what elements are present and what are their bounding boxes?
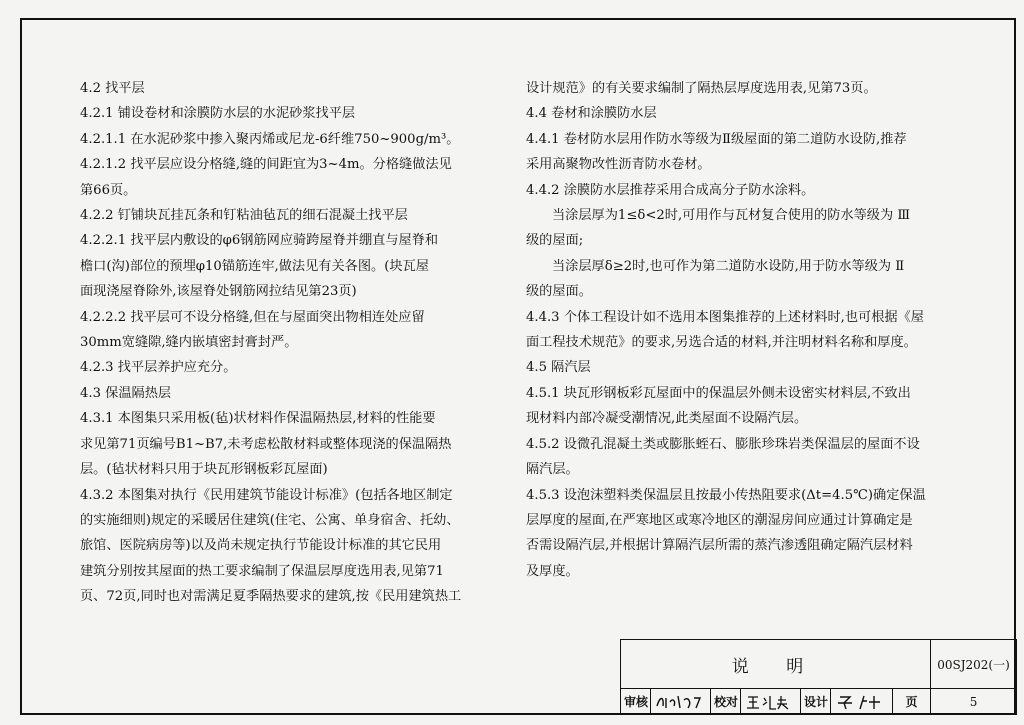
text-line: 建筑分别按其屋面的热工要求编制了保温层厚度选用表,见第71 [80, 563, 444, 579]
text-line: 的实施细则)规定的采暖居住建筑(住宅、公寓、单身宿舍、托幼、 [80, 512, 460, 528]
design-signature [831, 689, 893, 715]
text-line: 4.3 保温隔热层 [80, 385, 172, 401]
text-line: 4.4.1 卷材防水层用作防水等级为Ⅱ级屋面的第二道防水设防,推荐 [526, 131, 907, 147]
title-block [620, 639, 1017, 715]
review-signature [651, 689, 711, 715]
text-line: 级的屋面。 [526, 284, 592, 300]
text-line: 4.5.1 块瓦形钢板彩瓦屋面中的保温层外侧未设密实材料层,不致出 [526, 385, 911, 401]
text-line: 当涂层厚为1≤δ<2时,可用作与瓦材复合使用的防水等级为 Ⅲ [552, 208, 911, 224]
text-line: 旅馆、医院病房等)以及尚未规定执行节能设计标准的其它民用 [80, 538, 442, 554]
text-line: 4.2.2.1 找平层内敷设的φ6钢筋网应骑跨屋脊并绷直与屋脊和 [80, 233, 439, 249]
check-label: 校对 [711, 689, 741, 715]
text-line: 当涂层厚δ≥2时,也可作为第二道防水设防,用于防水等级为 Ⅱ [552, 258, 905, 274]
text-line: 4.4.2 涂膜防水层推荐采用合成高分子防水涂料。 [526, 182, 815, 198]
text-line: 层厚度的屋面,在严寒地区或寒冷地区的潮湿房间应通过计算确定是 [526, 512, 913, 528]
text-line: 4.2.2 钉铺块瓦挂瓦条和钉粘油毡瓦的细石混凝土找平层 [80, 208, 408, 224]
text-line: 设计规范》的有关要求编制了隔热层厚度选用表,见第73页。 [526, 81, 877, 96]
right-text-column [526, 76, 956, 584]
text-line: 现材料内部冷凝受潮情况,此类屋面不设隔汽层。 [526, 411, 808, 427]
text-line: 檐口(沟)部位的预埋φ10锚筋连牢,做法见有关各图。(块瓦屋 [80, 258, 429, 274]
text-line: 4.2.1.1 在水泥砂浆中掺入聚丙烯或尼龙-6纤维750~900g/m³。 [80, 131, 460, 147]
text-line: 4.5.3 设泡沫塑料类保温层且按最小传热阻要求(Δt=4.5℃)确定保温 [526, 487, 926, 503]
text-line: 4.5 隔汽层 [526, 360, 591, 376]
sheet-title: 说 明 [621, 640, 931, 689]
text-line: 4.2.1 铺设卷材和涂膜防水层的水泥砂浆找平层 [80, 106, 356, 122]
page-label: 页 [893, 689, 931, 715]
text-line: 隔汽层。 [526, 462, 579, 478]
text-line: 层。(毡状材料只用于块瓦形钢板彩瓦屋面) [80, 462, 328, 478]
text-line: 4.2.3 找平层养护应充分。 [80, 360, 237, 376]
text-line: 30mm宽缝隙,缝内嵌填密封膏封严。 [80, 335, 298, 351]
text-line: 面工程技术规范》的要求,另选合适的材料,并注明材料名称和厚度。 [526, 335, 917, 351]
check-signature [741, 689, 801, 715]
text-line: 页、72页,同时也对需满足夏季隔热要求的建筑,按《民用建筑热工 [80, 589, 462, 605]
atlas-code: 00SJ202(一) [931, 640, 1017, 689]
text-line: 面现浇屋脊除外,该屋脊处钢筋网拉结见第23页) [80, 284, 357, 300]
text-line: 4.3.1 本图集只采用板(毡)状材料作保温隔热层,材料的性能要 [80, 411, 436, 427]
text-line: 4.4.3 个体工程设计如不选用本图集推荐的上述材料时,也可根据《屋 [526, 309, 924, 325]
text-line: 4.4 卷材和涂膜防水层 [526, 106, 657, 122]
page-number: 5 [931, 689, 1017, 715]
text-line: 采用高聚物改性沥青防水卷材。 [526, 157, 711, 173]
review-label: 审核 [621, 689, 651, 715]
text-line: 4.3.2 本图集对执行《民用建筑节能设计标准》(包括各地区制定 [80, 487, 453, 503]
text-line: 及厚度。 [526, 563, 579, 579]
design-label: 设计 [801, 689, 831, 715]
text-line: 求见第71页编号B1~B7,未考虑松散材料或整体现浇的保温隔热 [80, 436, 452, 452]
text-line: 否需设隔汽层,并根据计算隔汽层所需的蒸汽渗透阻确定隔汽层材料 [526, 538, 913, 554]
text-line: 4.2.1.2 找平层应设分格缝,缝的间距宜为3~4m。分格缝做法见 [80, 157, 452, 173]
text-line: 级的屋面; [526, 233, 584, 249]
text-line: 4.5.2 设微孔混凝土类或膨胀蛭石、膨胀珍珠岩类保温层的屋面不设 [526, 436, 920, 452]
text-line: 4.2 找平层 [80, 81, 145, 96]
text-line: 第66页。 [80, 182, 137, 198]
left-text-column [80, 76, 500, 610]
text-line: 4.2.2.2 找平层可不设分格缝,但在与屋面突出物相连处应留 [80, 309, 425, 325]
